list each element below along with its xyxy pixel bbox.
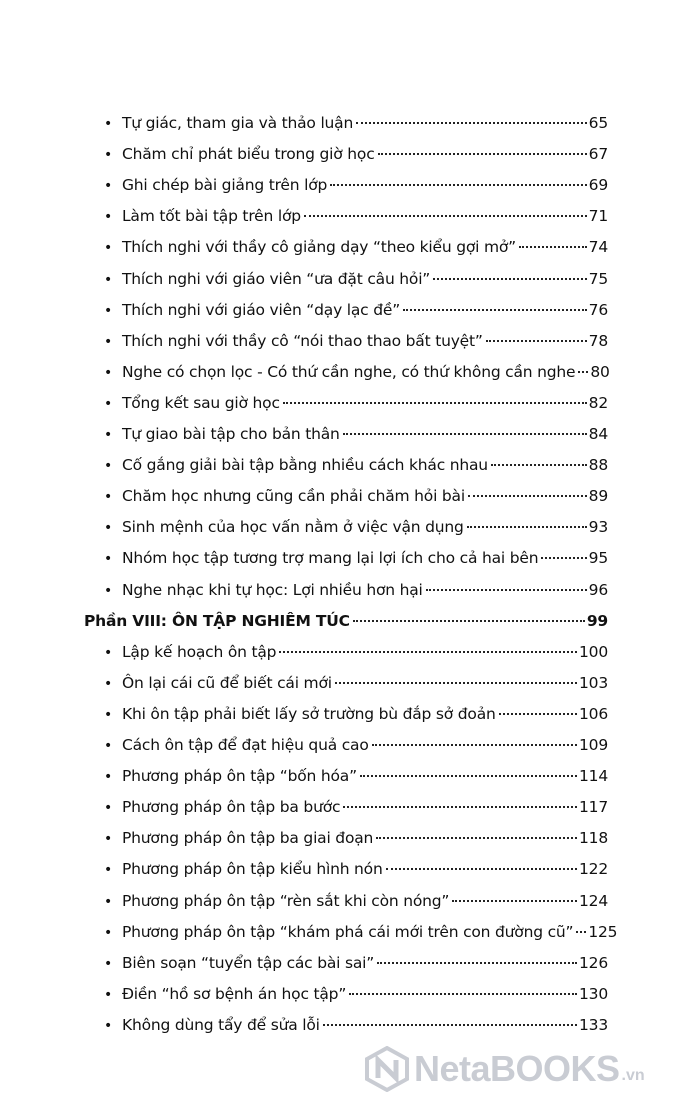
watermark-brand: NetaBOOKS (414, 1048, 620, 1089)
toc-entry-title: Biên soạn “tuyển tập các bài sai” (122, 954, 375, 972)
toc-page-number: 133 (579, 1016, 608, 1034)
toc-row (104, 456, 608, 480)
bullet-icon: • (104, 334, 113, 350)
toc-entry-title: Phương pháp ôn tập ba giai đoạn (122, 829, 374, 847)
dot-leader (330, 184, 587, 186)
toc-page-number: 71 (588, 207, 608, 225)
toc-entry-title: Phương pháp ôn tập “bốn hóa” (122, 767, 357, 785)
bullet-icon: • (104, 894, 113, 910)
dot-leader (360, 775, 577, 777)
toc-entry-title: Chăm học nhưng cũng cần phải chăm hỏi bài (122, 487, 465, 505)
toc-page-number: 114 (579, 767, 608, 785)
toc-page-number: 82 (588, 394, 608, 412)
bullet-icon: • (104, 427, 113, 443)
dot-leader (378, 153, 587, 155)
dot-leader (372, 744, 577, 746)
toc-entry-title: Nghe nhạc khi tự học: Lợi nhiều hơn hại (122, 581, 423, 599)
toc-page-number: 109 (579, 736, 608, 754)
toc-row (104, 954, 608, 978)
bullet-icon: • (104, 676, 113, 692)
toc-page-number: 126 (579, 954, 608, 972)
dot-leader (468, 495, 587, 497)
dot-leader (433, 278, 587, 280)
toc-row (104, 1016, 608, 1040)
toc-entry-title: Nghe có chọn lọc - Có thứ cần nghe, có thứ không cần nghe (122, 363, 576, 381)
toc-page-number: 67 (588, 145, 608, 163)
toc-row (104, 332, 608, 356)
bullet-icon: • (104, 551, 113, 567)
toc-page-number: 93 (588, 518, 608, 536)
dot-leader (343, 806, 577, 808)
bullet-icon: • (104, 209, 113, 225)
toc-page-number: 106 (579, 705, 608, 723)
bullet-icon: • (104, 707, 113, 723)
bullet-icon: • (104, 583, 113, 599)
dot-leader (541, 557, 586, 559)
toc-page-number: 130 (579, 985, 608, 1003)
toc-row (104, 829, 608, 853)
bullet-icon: • (104, 272, 113, 288)
toc-page-number: 65 (588, 114, 608, 132)
dot-leader (576, 931, 586, 933)
bullet-icon: • (104, 645, 113, 661)
toc-entry-title: Ghi chép bài giảng trên lớp (122, 176, 328, 194)
toc-page-number: 80 (590, 363, 610, 381)
toc-entry-title: Phương pháp ôn tập ba bước (122, 798, 341, 816)
toc-entry-title: Phương pháp ôn tập kiểu hình nón (122, 860, 383, 878)
dot-leader (467, 526, 587, 528)
toc-row (104, 549, 608, 573)
toc-entry-title: Tự giác, tham gia và thảo luận (122, 114, 354, 132)
bullet-icon: • (104, 738, 113, 754)
dot-leader (491, 464, 587, 466)
bullet-icon: • (104, 520, 113, 536)
toc-page-number: 118 (579, 829, 608, 847)
toc-entry-title: Điền “hồ sơ bệnh án học tập” (122, 985, 347, 1003)
dot-leader (356, 122, 587, 124)
bullet-icon: • (104, 769, 113, 785)
toc-row (104, 985, 608, 1009)
toc-page-number: 89 (588, 487, 608, 505)
toc-page-number: 75 (588, 270, 608, 288)
bullet-icon: • (104, 458, 113, 474)
dot-leader (452, 900, 577, 902)
bullet-icon: • (104, 178, 113, 194)
dot-leader (499, 713, 577, 715)
toc-row (104, 643, 608, 667)
dot-leader (426, 589, 587, 591)
toc-page-number: 74 (588, 238, 608, 256)
toc-row (104, 145, 608, 169)
bullet-icon: • (104, 303, 113, 319)
toc-entry-title: Tổng kết sau giờ học (122, 394, 280, 412)
toc-row (104, 518, 608, 542)
dot-leader (304, 215, 587, 217)
toc-entry-title: Nhóm học tập tương trợ mang lại lợi ích cho cả hai bên (122, 549, 539, 567)
dot-leader (486, 340, 587, 342)
dot-leader (519, 246, 587, 248)
toc-section-row (84, 612, 608, 636)
toc-entry-title: Sinh mệnh của học vấn nằm ở việc vận dụng (122, 518, 464, 536)
bullet-icon: • (104, 956, 113, 972)
toc-page-number: 100 (579, 643, 608, 661)
watermark-suffix: .vn (621, 1067, 645, 1084)
toc-entry-title: Cố gắng giải bài tập bằng nhiều cách khác nhau (122, 456, 488, 474)
toc-row (104, 363, 608, 387)
toc-entry-title: Phương pháp ôn tập “khám phá cái mới trên con đường cũ” (122, 923, 574, 941)
dot-leader (335, 682, 577, 684)
toc-row (104, 860, 608, 884)
bullet-icon: • (104, 925, 113, 941)
netabooks-logo-icon (364, 1046, 410, 1092)
toc-entry-title: Cách ôn tập để đạt hiệu quả cao (122, 736, 369, 754)
toc-page-number: 78 (588, 332, 608, 350)
toc-row (104, 767, 608, 791)
toc-row (104, 207, 608, 231)
bullet-icon: • (104, 116, 113, 132)
toc-entry-title: Lập kế hoạch ôn tập (122, 643, 277, 661)
bullet-icon: • (104, 240, 113, 256)
toc-page-number: 69 (588, 176, 608, 194)
toc-row (104, 176, 608, 200)
bullet-icon: • (104, 1018, 113, 1034)
toc-entry-title: Thích nghi với giáo viên “dạy lạc đề” (122, 301, 401, 319)
toc-page-number: 88 (588, 456, 608, 474)
toc-row (104, 238, 608, 262)
toc-entry-title: Ôn lại cái cũ để biết cái mới (122, 674, 332, 692)
dot-leader (386, 868, 577, 870)
dot-leader (349, 993, 577, 995)
toc-page-number: 96 (588, 581, 608, 599)
toc-entry-title: Thích nghi với thầy cô “nói thao thao bất tuyệt” (122, 332, 483, 350)
toc-page-number: 124 (579, 892, 608, 910)
toc-page-number: 84 (588, 425, 608, 443)
toc-entry-title: Phương pháp ôn tập “rèn sắt khi còn nóng” (122, 892, 450, 910)
toc-page-number: 95 (588, 549, 608, 567)
toc-row (104, 674, 608, 698)
toc-entry-title: Phần VIII: ÔN TẬP NGHIÊM TÚC (84, 612, 350, 630)
toc-row (104, 923, 618, 947)
toc-row (104, 736, 608, 760)
toc-entry-title: Chăm chỉ phát biểu trong giờ học (122, 145, 375, 163)
toc-page-number: 125 (588, 923, 618, 941)
dot-leader (377, 962, 577, 964)
toc-page-number: 76 (588, 301, 608, 319)
toc-row (104, 705, 608, 729)
toc-page-number: 99 (586, 612, 608, 630)
bullet-icon: • (104, 147, 113, 163)
toc-row (104, 581, 608, 605)
dot-leader (353, 620, 585, 622)
bullet-icon: • (104, 987, 113, 1003)
bullet-icon: • (104, 365, 113, 381)
toc-row (104, 487, 608, 511)
toc-page-number: 117 (579, 798, 608, 816)
toc-row (104, 892, 608, 916)
watermark (364, 1046, 645, 1092)
toc-entry-title: Làm tốt bài tập trên lớp (122, 207, 301, 225)
toc-entry-title: Tự giao bài tập cho bản thân (122, 425, 340, 443)
dot-leader (578, 371, 588, 373)
toc-row (104, 301, 608, 325)
toc-page-number: 122 (579, 860, 608, 878)
bullet-icon: • (104, 489, 113, 505)
bullet-icon: • (104, 831, 113, 847)
dot-leader (323, 1024, 577, 1026)
toc-page-number: 103 (579, 674, 608, 692)
dot-leader (279, 651, 577, 653)
toc-entry-title: Thích nghi với thầy cô giảng dạy “theo kiểu gợi mở” (122, 238, 516, 256)
toc-row (104, 798, 608, 822)
toc-entry-title: Thích nghi với giáo viên “ưa đặt câu hỏi” (122, 270, 431, 288)
bullet-icon: • (104, 800, 113, 816)
dot-leader (343, 433, 587, 435)
toc-entry-title: Không dùng tẩy để sửa lỗi (122, 1016, 320, 1034)
toc-row (104, 394, 608, 418)
bullet-icon: • (104, 862, 113, 878)
dot-leader (376, 837, 577, 839)
bullet-icon: • (104, 396, 113, 412)
toc-row (104, 114, 608, 138)
toc-row (104, 425, 608, 449)
dot-leader (403, 309, 587, 311)
dot-leader (283, 402, 587, 404)
toc-row (104, 270, 608, 294)
toc-entry-title: Khi ôn tập phải biết lấy sở trường bù đắp sở đoản (122, 705, 496, 723)
